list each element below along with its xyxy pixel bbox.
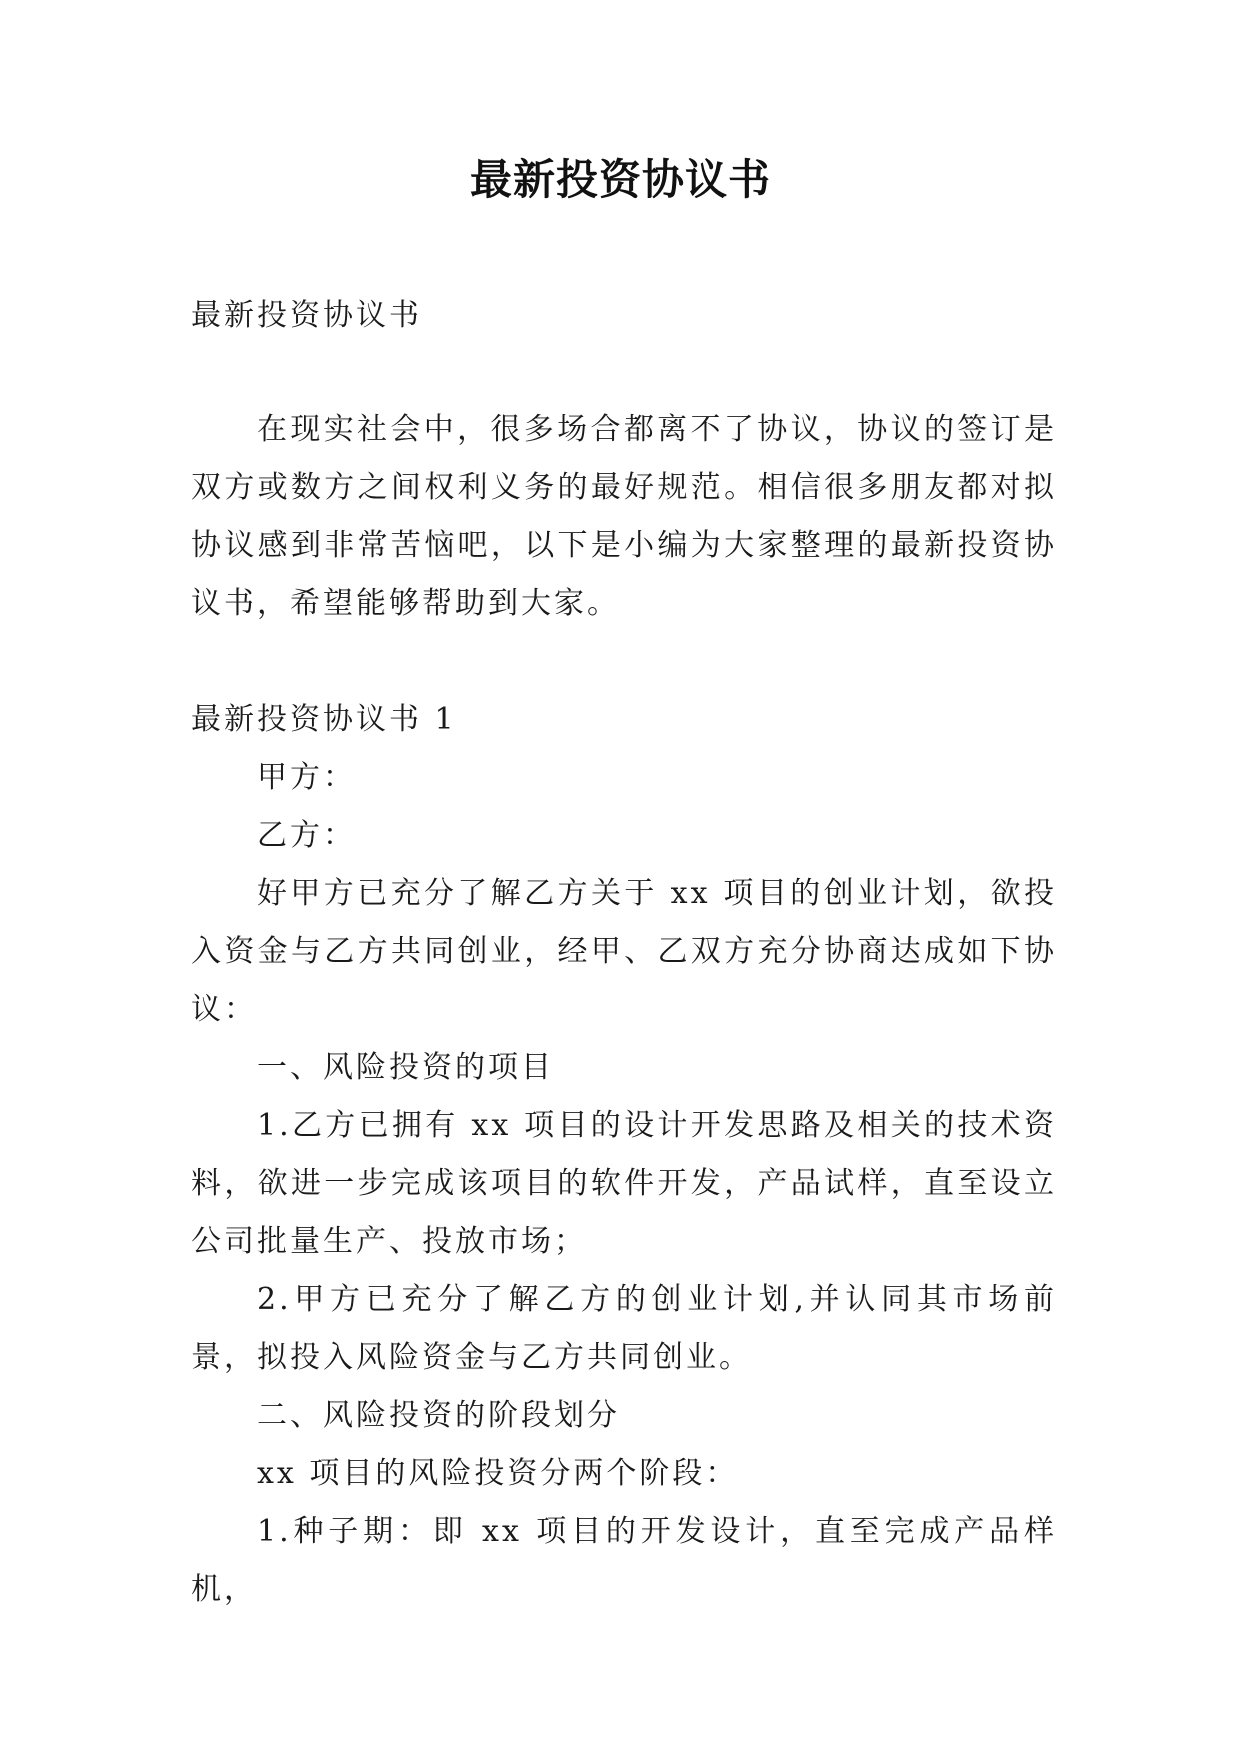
document-title: 最新投资协议书: [469, 155, 771, 204]
party-b-line: 乙方：: [257, 818, 356, 853]
intro-paragraph: 在现实社会中，很多场合都离不了协议，协议的签订是双方或数方之间权利义务的最好规范。相信很多朋友都对拟协议感到非常苦恼吧，以下是小编为大家整理的最新投资协议书，希望能够帮助到大家。: [191, 412, 1057, 621]
document-body: [191, 287, 1057, 1619]
clause-2-item-1: 1.种子期：即 xx 项目的开发设计，直至完成产品样机，: [191, 1514, 1057, 1607]
party-a-line: 甲方：: [257, 760, 356, 795]
document-subtitle: 最新投资协议书: [191, 298, 422, 333]
clause-1-item-2: 2.甲方已充分了解乙方的创业计划,并认同其市场前景，拟投入风险资金与乙方共同创业。: [191, 1282, 1057, 1375]
preamble-paragraph: 好甲方已充分了解乙方关于 xx 项目的创业计划，欲投入资金与乙方共同创业，经甲、乙双方充分协商达成如下协议：: [191, 876, 1057, 1027]
section-heading: 最新投资协议书 1: [191, 702, 457, 737]
clause-heading-1: 一、风险投资的项目: [257, 1050, 554, 1085]
clause-heading-2: 二、风险投资的阶段划分: [257, 1398, 620, 1433]
clause-1-item-1: 1.乙方已拥有 xx 项目的设计开发思路及相关的技术资料，欲进一步完成该项目的软件开发，产品试样，直至设立公司批量生产、投放市场；: [191, 1108, 1057, 1259]
clause-2-intro: xx 项目的风险投资分两个阶段：: [257, 1456, 739, 1491]
